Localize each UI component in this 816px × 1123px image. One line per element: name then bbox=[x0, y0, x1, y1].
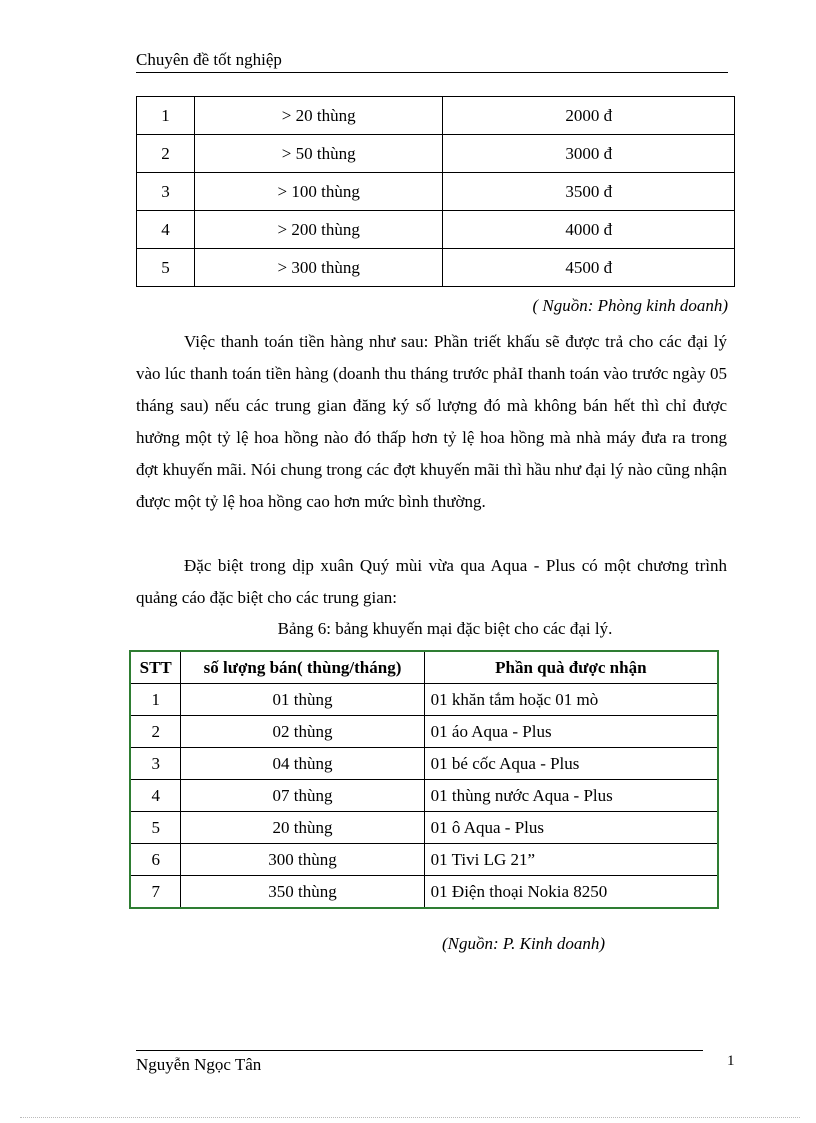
table-row bbox=[130, 780, 718, 812]
paragraph: Đặc biệt trong dịp xuân Quý mùi vừa qua Aqua - Plus có một chương trình quảng cáo đặc biệt cho các trung gian: bbox=[136, 556, 727, 607]
table-row bbox=[137, 135, 735, 173]
table-cell: 5 bbox=[137, 249, 195, 287]
table-cell: 7 bbox=[130, 876, 181, 909]
table-cell: 1 bbox=[130, 684, 181, 716]
table-row bbox=[130, 748, 718, 780]
table-row bbox=[130, 844, 718, 876]
table-row bbox=[137, 97, 735, 135]
table-header-row bbox=[130, 651, 718, 684]
table-row bbox=[137, 173, 735, 211]
table-row bbox=[137, 211, 735, 249]
page-number: 1 bbox=[727, 1053, 735, 1069]
table-row bbox=[130, 812, 718, 844]
table-cell: 01 thùng bbox=[181, 684, 424, 716]
table1-source: ( Nguồn: Phòng kinh doanh) bbox=[532, 296, 728, 315]
table-cell: 20 thùng bbox=[181, 812, 424, 844]
table-cell: 02 thùng bbox=[181, 716, 424, 748]
table-cell: 3000 đ bbox=[443, 135, 735, 173]
table-cell: 01 bé cốc Aqua - Plus bbox=[424, 748, 718, 780]
running-header: Chuyên đề tốt nghiệp bbox=[136, 50, 728, 73]
table-row bbox=[137, 249, 735, 287]
table-cell: 04 thùng bbox=[181, 748, 424, 780]
table-cell: 5 bbox=[130, 812, 181, 844]
table-row bbox=[130, 684, 718, 716]
table-cell: 4500 đ bbox=[443, 249, 735, 287]
table-cell: 07 thùng bbox=[181, 780, 424, 812]
footer-divider bbox=[136, 1050, 703, 1051]
discount-table bbox=[136, 96, 735, 287]
table-cell: 3 bbox=[130, 748, 181, 780]
table-cell: 6 bbox=[130, 844, 181, 876]
column-header: STT bbox=[130, 651, 181, 684]
table-cell: 4 bbox=[130, 780, 181, 812]
promotion-table bbox=[129, 650, 719, 909]
column-header: số lượng bán( thùng/tháng) bbox=[181, 651, 424, 684]
table-cell: 01 Tivi LG 21” bbox=[424, 844, 718, 876]
paragraph: Việc thanh toán tiền hàng như sau: Phần triết khấu sẽ được trả cho các đại lý vào lúc thanh toán tiền hàng (doanh thu tháng trước phảI thanh toán vào trước ngày 05 tháng sau) nếu các trung gian đăng ký số lượng đó mà không bán hết thì chỉ được hưởng một tỷ lệ hoa hồng nào đó thấp hơn tỷ lệ hoa hồng mà nhà máy đưa ra trong đợt khuyến mãi. Nói chung trong các đợt khuyến mãi thì hầu như đại lý nào cũng nhận được một tỷ lệ hoa hồng cao hơn mức bình thường. bbox=[136, 332, 727, 511]
table-cell: 350 thùng bbox=[181, 876, 424, 909]
table-cell: 01 ô Aqua - Plus bbox=[424, 812, 718, 844]
table-cell: > 50 thùng bbox=[194, 135, 443, 173]
page-bottom-divider bbox=[20, 1117, 800, 1118]
table-cell: 4 bbox=[137, 211, 195, 249]
table-cell: 2000 đ bbox=[443, 97, 735, 135]
table-cell: > 20 thùng bbox=[194, 97, 443, 135]
table-cell: 3 bbox=[137, 173, 195, 211]
table-cell: 01 khăn tắm hoặc 01 mò bbox=[424, 684, 718, 716]
table-cell: 4000 đ bbox=[443, 211, 735, 249]
footer-author: Nguyễn Ngọc Tân bbox=[136, 1055, 262, 1074]
column-header: Phần quà được nhận bbox=[424, 651, 718, 684]
table-cell: > 300 thùng bbox=[194, 249, 443, 287]
table-cell: 01 Điện thoại Nokia 8250 bbox=[424, 876, 718, 909]
table-cell: 2 bbox=[137, 135, 195, 173]
table-cell: 01 thùng nước Aqua - Plus bbox=[424, 780, 718, 812]
table2-source: (Nguồn: P. Kinh doanh) bbox=[442, 934, 606, 953]
table-cell: 3500 đ bbox=[443, 173, 735, 211]
table-cell: 1 bbox=[137, 97, 195, 135]
table-row bbox=[130, 716, 718, 748]
table-cell: 2 bbox=[130, 716, 181, 748]
table-cell: > 200 thùng bbox=[194, 211, 443, 249]
table-cell: 300 thùng bbox=[181, 844, 424, 876]
table-row bbox=[130, 876, 718, 909]
table-cell: 01 áo Aqua - Plus bbox=[424, 716, 718, 748]
table2-caption: Bảng 6: bảng khuyến mại đặc biệt cho các đại lý. bbox=[277, 619, 613, 638]
table-cell: > 100 thùng bbox=[194, 173, 443, 211]
